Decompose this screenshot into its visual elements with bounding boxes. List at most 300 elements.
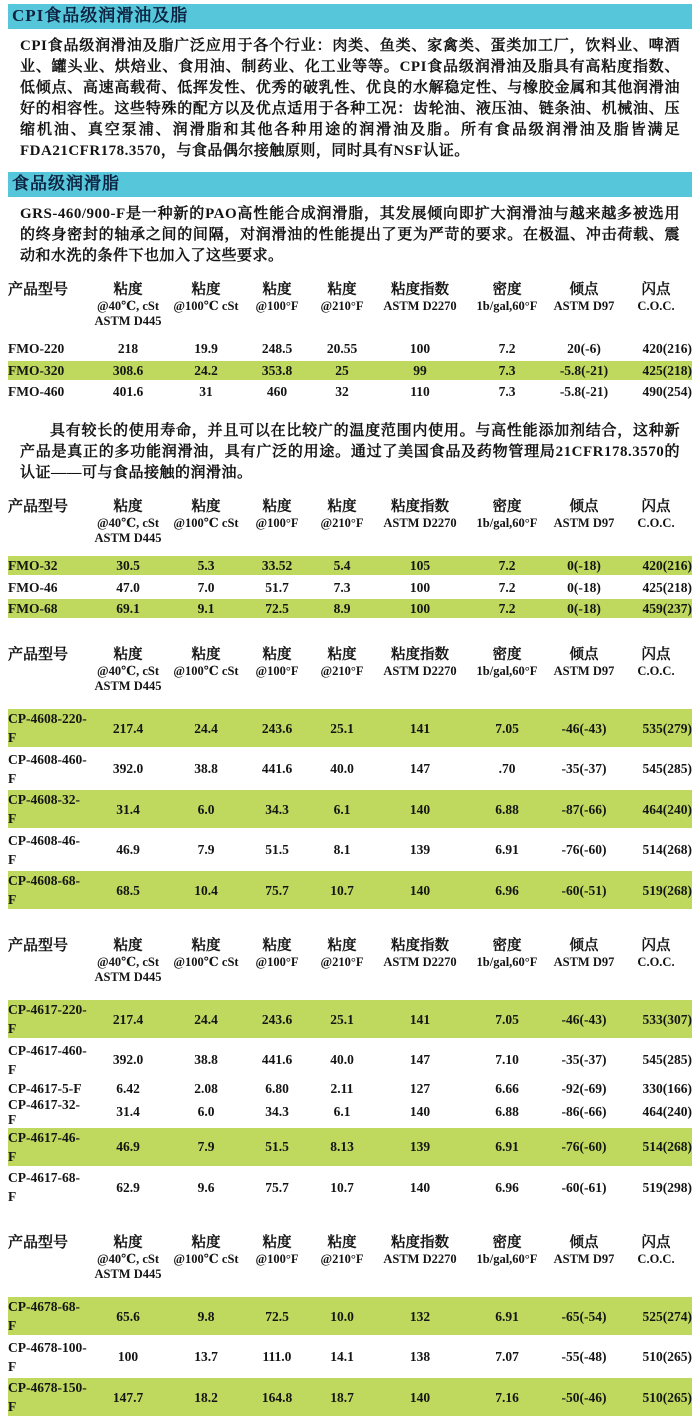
value-cell: 8.1 <box>333 842 351 857</box>
column-header-title: 密度 <box>492 282 522 298</box>
column-header <box>88 937 168 985</box>
table-header-row <box>8 937 692 985</box>
value-cell: 19.9 <box>194 341 218 356</box>
value-cell: -76(-60) <box>561 842 607 857</box>
value-cell: 139 <box>409 842 431 857</box>
column-header <box>466 498 548 531</box>
value-cell: 46.9 <box>116 1139 140 1154</box>
value-cell: 6.1 <box>333 801 351 817</box>
value-cell: 13.7 <box>194 1349 218 1364</box>
value-cell: 0(-18) <box>567 601 601 616</box>
column-header-subtitle: ASTM D445 <box>94 531 162 545</box>
column-header-subtitle: @100℃ cSt <box>173 1252 239 1266</box>
section-title-main: CPI食品级润滑油及脂 <box>12 6 189 25</box>
column-header-subtitle: C.O.C. <box>637 955 675 969</box>
column-header <box>168 281 244 314</box>
value-cell: 10.7 <box>330 882 354 898</box>
table-row <box>8 1297 692 1335</box>
value-cell: 18.2 <box>194 1389 218 1405</box>
value-cell: 6.88 <box>495 1104 519 1120</box>
column-header-title: 粘度 <box>262 1235 292 1251</box>
column-header <box>244 646 310 679</box>
column-header-title: 粘度 <box>262 647 292 663</box>
column-header-title: 粘度 <box>327 499 357 515</box>
section-title-grease: 食品级润滑脂 <box>12 174 120 193</box>
value-cell: -87(-66) <box>561 801 607 817</box>
value-cell: 140 <box>409 882 431 898</box>
value-cell: -50(-46) <box>561 1389 607 1405</box>
value-cell: 425(218) <box>642 579 692 595</box>
value-cell: 7.07 <box>495 1349 519 1364</box>
column-header-title: 倾点 <box>569 282 599 298</box>
column-header <box>374 1234 466 1267</box>
value-cell: 10.0 <box>330 1308 354 1324</box>
column-header-subtitle: ASTM D97 <box>553 299 615 313</box>
value-cell: 72.5 <box>265 601 289 616</box>
value-cell: 5.3 <box>197 558 215 573</box>
header-rows-gap <box>8 329 692 339</box>
value-cell: 420(216) <box>642 558 692 573</box>
value-cell: -92(-69) <box>561 1081 607 1096</box>
value-cell: 105 <box>409 558 431 573</box>
value-cell: 132 <box>409 1308 431 1324</box>
value-cell: 47.0 <box>116 579 140 595</box>
value-cell: 25.1 <box>330 1011 354 1027</box>
spec-table-cp4617 <box>8 937 692 1206</box>
column-header <box>466 281 548 314</box>
product-model: CP-4617-460-F <box>8 1042 87 1077</box>
value-cell: 2.08 <box>194 1081 218 1096</box>
column-header-title: 闪点 <box>641 499 671 515</box>
table-header-row <box>8 1234 692 1282</box>
value-cell: 7.3 <box>498 362 516 378</box>
value-cell: 519(298) <box>642 1179 692 1195</box>
value-cell: 7.2 <box>498 601 516 616</box>
product-model: FMO-46 <box>8 579 58 595</box>
column-header-product: 产品型号 <box>8 938 69 954</box>
column-header-subtitle: ASTM D2270 <box>383 1252 457 1266</box>
column-header <box>244 281 310 314</box>
column-header-subtitle: @100℃ cSt <box>173 664 239 678</box>
column-header <box>466 646 548 679</box>
column-header-subtitle: @40℃, cSt <box>96 664 160 678</box>
column-header <box>88 646 168 694</box>
value-cell: 514(268) <box>642 1139 692 1154</box>
column-header-subtitle: ASTM D97 <box>553 1252 615 1266</box>
table-row <box>8 1081 692 1097</box>
product-model: CP-4678-150-F <box>8 1380 87 1414</box>
value-cell: 464(240) <box>642 1104 692 1120</box>
column-header-product: 产品型号 <box>8 499 69 515</box>
value-cell: 38.8 <box>194 761 218 776</box>
table-row <box>8 361 692 380</box>
table-header-row <box>8 498 692 546</box>
value-cell: 62.9 <box>116 1179 140 1195</box>
value-cell: 459(237) <box>642 601 692 616</box>
column-header <box>310 281 374 314</box>
value-cell: 127 <box>409 1081 431 1096</box>
column-header <box>374 281 466 314</box>
column-header-subtitle: C.O.C. <box>637 664 675 678</box>
value-cell: -86(-66) <box>561 1104 607 1120</box>
column-header-subtitle: C.O.C. <box>637 299 675 313</box>
header-rows-gap <box>8 985 692 1000</box>
column-header-subtitle: ASTM D2270 <box>383 664 457 678</box>
value-cell: 243.6 <box>261 720 293 736</box>
value-cell: 100 <box>409 341 431 356</box>
value-cell: 535(279) <box>642 720 692 736</box>
value-cell: 217.4 <box>112 720 144 736</box>
table-row <box>8 339 692 358</box>
value-cell: 401.6 <box>112 384 144 399</box>
column-header <box>244 937 310 970</box>
value-cell: 25 <box>335 362 349 378</box>
value-cell: -55(-48) <box>561 1349 607 1364</box>
table-row <box>8 871 692 909</box>
column-header <box>168 498 244 531</box>
column-header-subtitle: @210°F <box>320 1252 364 1266</box>
value-cell: 6.91 <box>495 1308 519 1324</box>
value-cell: 545(285) <box>642 761 692 776</box>
value-cell: 147.7 <box>112 1389 144 1405</box>
value-cell: 9.1 <box>197 601 215 616</box>
column-header <box>620 646 692 679</box>
value-cell: 6.1 <box>333 1104 351 1120</box>
column-header <box>374 646 466 679</box>
value-cell: 460 <box>266 384 288 399</box>
column-header <box>466 1234 548 1267</box>
value-cell: 68.5 <box>116 882 140 898</box>
column-header <box>548 646 620 679</box>
value-cell: 51.5 <box>265 1139 289 1154</box>
column-header <box>620 937 692 970</box>
table-row <box>8 790 692 828</box>
column-header-product: 产品型号 <box>8 647 69 663</box>
table-row <box>8 1000 692 1038</box>
column-header-title: 粘度 <box>113 282 143 298</box>
column-header-title: 粘度 <box>262 938 292 954</box>
value-cell: 8.9 <box>333 601 351 616</box>
column-header <box>88 1234 168 1282</box>
value-cell: 31.4 <box>116 1104 140 1120</box>
value-cell: -5.8(-21) <box>559 384 609 399</box>
value-cell: 7.3 <box>333 579 351 595</box>
product-model: CP-4617-46-F <box>8 1129 80 1164</box>
value-cell: 72.5 <box>265 1308 289 1324</box>
column-header-title: 粘度指数 <box>391 499 449 515</box>
column-header-title: 倾点 <box>569 647 599 663</box>
column-header <box>620 281 692 314</box>
value-cell: 6.80 <box>265 1081 289 1096</box>
grease-paragraph: GRS-460/900-F是一种新的PAO高性能合成润滑脂，其发展倾向即扩大润滑油与越来越多被选用的终身密封的轴承之间的间隔，对润滑油的性能提出了更为严苛的要求。在极温、冲击荷载、震动和水洗的条件下也加入了这些要求。 <box>20 206 680 264</box>
value-cell: -46(-43) <box>561 1011 607 1027</box>
column-header <box>244 498 310 531</box>
value-cell: 75.7 <box>265 882 289 898</box>
table-row <box>8 831 692 869</box>
value-cell: 490(254) <box>642 384 692 399</box>
column-header-subtitle: @40℃, cSt <box>96 299 160 313</box>
column-header-title: 粘度 <box>262 499 292 515</box>
table-row <box>8 556 692 575</box>
spec-table-cp4678 <box>8 1234 692 1416</box>
product-model: CP-4608-68-F <box>8 873 80 907</box>
header-rows-gap <box>8 546 692 556</box>
value-cell: 6.91 <box>495 1139 519 1154</box>
column-header-subtitle: C.O.C. <box>637 1252 675 1266</box>
value-cell: 32 <box>335 384 349 399</box>
column-header-title: 粘度 <box>113 938 143 954</box>
value-cell: 510(265) <box>642 1389 692 1405</box>
value-cell: 140 <box>409 801 431 817</box>
column-header-subtitle: ASTM D2270 <box>383 955 457 969</box>
value-cell: 545(285) <box>642 1052 692 1067</box>
value-cell: 164.8 <box>261 1389 293 1405</box>
column-header <box>88 281 168 329</box>
product-model: CP-4608-32-F <box>8 792 80 826</box>
column-header-subtitle: @100°F <box>255 1252 299 1266</box>
value-cell: 464(240) <box>642 801 692 817</box>
value-cell: 6.96 <box>495 882 519 898</box>
column-header-title: 闪点 <box>641 938 671 954</box>
value-cell: 392.0 <box>112 761 144 776</box>
product-model: FMO-68 <box>8 601 58 616</box>
column-header <box>168 1234 244 1267</box>
value-cell: 6.42 <box>116 1081 140 1096</box>
table-header-row <box>8 281 692 329</box>
value-cell: -60(-51) <box>561 882 607 898</box>
value-cell: 308.6 <box>112 362 144 378</box>
column-header-title: 粘度 <box>113 1235 143 1251</box>
column-header-subtitle: ASTM D445 <box>94 314 162 328</box>
column-header-subtitle: @210°F <box>320 516 364 530</box>
value-cell: 218 <box>117 341 139 356</box>
value-cell: 6.66 <box>495 1081 519 1096</box>
column-header <box>548 281 620 314</box>
column-header-title: 闪点 <box>641 282 671 298</box>
spec-table-cp4608 <box>8 646 692 909</box>
table-row <box>8 750 692 788</box>
product-model: CP-4608-460-F <box>8 751 87 786</box>
value-cell: 33.52 <box>261 558 293 573</box>
value-cell: 24.4 <box>194 720 218 736</box>
column-header-subtitle: 1b/gal,60°F <box>476 299 538 313</box>
value-cell: 38.8 <box>194 1052 218 1067</box>
value-cell: 25.1 <box>330 720 354 736</box>
value-cell: 111.0 <box>262 1349 292 1364</box>
value-cell: 0(-18) <box>567 579 601 595</box>
column-header-title: 密度 <box>492 938 522 954</box>
column-header-product: 产品型号 <box>8 282 69 298</box>
value-cell: 46.9 <box>116 842 140 857</box>
spec-table-fmo-heavy <box>8 281 692 401</box>
value-cell: 40.0 <box>330 761 354 776</box>
column-header <box>168 646 244 679</box>
column-header-subtitle: ASTM D445 <box>94 970 162 984</box>
value-cell: 140 <box>409 1389 431 1405</box>
column-header <box>374 937 466 970</box>
value-cell: 6.91 <box>495 842 519 857</box>
value-cell: 7.2 <box>498 579 516 595</box>
table-row <box>8 709 692 747</box>
value-cell: 110 <box>410 384 430 399</box>
product-model: CP-4617-68-F <box>8 1170 80 1204</box>
value-cell: 40.0 <box>330 1052 354 1067</box>
value-cell: 51.7 <box>265 579 289 595</box>
product-model: FMO-320 <box>8 362 65 378</box>
value-cell: 7.10 <box>495 1052 519 1067</box>
product-model: FMO-220 <box>8 341 65 356</box>
value-cell: 6.0 <box>197 1104 215 1120</box>
value-cell: 7.0 <box>197 579 215 595</box>
header-rows-gap <box>8 1282 692 1297</box>
value-cell: 140 <box>409 1179 431 1195</box>
value-cell: 140 <box>409 1104 431 1120</box>
column-header <box>548 498 620 531</box>
table-row <box>8 1338 692 1376</box>
column-header-title: 倾点 <box>569 499 599 515</box>
value-cell: -35(-37) <box>561 1052 607 1067</box>
column-header-subtitle: ASTM D445 <box>94 1267 162 1281</box>
table-row <box>8 1097 692 1128</box>
column-header-title: 闪点 <box>641 647 671 663</box>
column-header-title: 倾点 <box>569 938 599 954</box>
product-model: CP-4678-100-F <box>8 1339 87 1374</box>
value-cell: 147 <box>409 1052 431 1067</box>
column-header <box>620 498 692 531</box>
value-cell: 75.7 <box>265 1179 289 1195</box>
value-cell: 24.4 <box>194 1011 218 1027</box>
table-header-row <box>8 646 692 694</box>
value-cell: 2.11 <box>330 1081 354 1096</box>
value-cell: 51.5 <box>265 842 289 857</box>
table-row <box>8 578 692 597</box>
value-cell: 525(274) <box>642 1308 692 1324</box>
value-cell: 99 <box>413 362 427 378</box>
product-model: CP-4617-32-F <box>8 1096 80 1127</box>
column-header-title: 粘度 <box>113 499 143 515</box>
column-header <box>466 937 548 970</box>
value-cell: 24.2 <box>194 362 218 378</box>
value-cell: 7.16 <box>495 1389 519 1405</box>
column-header <box>310 646 374 679</box>
column-header-title: 闪点 <box>641 1235 671 1251</box>
column-header-title: 粘度指数 <box>391 647 449 663</box>
value-cell: 34.3 <box>265 801 289 817</box>
column-header-subtitle: @100°F <box>255 664 299 678</box>
value-cell: 100 <box>409 579 431 595</box>
value-cell: 9.6 <box>197 1179 215 1195</box>
value-cell: 6.96 <box>495 1179 519 1195</box>
product-model: CP-4608-46-F <box>8 832 80 867</box>
value-cell: 34.3 <box>265 1104 289 1120</box>
value-cell: 7.9 <box>197 1139 215 1154</box>
column-header-title: 粘度指数 <box>391 1235 449 1251</box>
value-cell: -5.8(-21) <box>559 362 609 378</box>
column-header-subtitle: ASTM D97 <box>553 516 615 530</box>
value-cell: 514(268) <box>642 842 692 857</box>
value-cell: -35(-37) <box>561 761 607 776</box>
value-cell: 6.0 <box>197 801 215 817</box>
value-cell: 10.4 <box>194 882 218 898</box>
value-cell: 510(265) <box>642 1349 692 1364</box>
column-header-subtitle: ASTM D97 <box>553 955 615 969</box>
column-header-title: 粘度 <box>191 499 221 515</box>
column-header-title: 粘度 <box>327 647 357 663</box>
table-row <box>8 1378 692 1416</box>
table-row <box>8 1041 692 1079</box>
value-cell: 69.1 <box>116 601 140 616</box>
column-header-subtitle: @100°F <box>255 955 299 969</box>
value-cell: 420(216) <box>642 341 692 356</box>
table-row <box>8 599 692 618</box>
product-model: FMO-460 <box>8 384 65 399</box>
column-header-title: 粘度 <box>191 938 221 954</box>
spec-table-fmo-light <box>8 498 692 618</box>
value-cell: 0(-18) <box>567 558 601 573</box>
value-cell: 31 <box>199 384 213 399</box>
column-header-title: 粘度指数 <box>391 282 449 298</box>
value-cell: 441.6 <box>261 761 293 776</box>
value-cell: 20(-6) <box>567 341 601 356</box>
column-header-title: 粘度 <box>327 938 357 954</box>
value-cell: 533(307) <box>642 1011 692 1027</box>
column-header-subtitle: 1b/gal,60°F <box>476 1252 538 1266</box>
column-header-subtitle: @40℃, cSt <box>96 955 160 969</box>
value-cell: 7.05 <box>495 1011 519 1027</box>
value-cell: 65.6 <box>116 1308 140 1324</box>
value-cell: 141 <box>409 1011 431 1027</box>
column-header-title: 粘度 <box>327 1235 357 1251</box>
table-row <box>8 1128 692 1166</box>
column-header <box>310 937 374 970</box>
value-cell: 8.13 <box>330 1139 354 1154</box>
table-row <box>8 1168 692 1206</box>
column-header-title: 粘度 <box>191 647 221 663</box>
section-title-bar-main <box>8 4 692 29</box>
value-cell: 248.5 <box>261 341 293 356</box>
value-cell: 6.88 <box>495 801 519 817</box>
column-header-title: 粘度 <box>327 282 357 298</box>
value-cell: 243.6 <box>261 1011 293 1027</box>
column-header-subtitle: 1b/gal,60°F <box>476 664 538 678</box>
product-model: CP-4608-220-F <box>8 711 87 745</box>
column-header-title: 密度 <box>492 499 522 515</box>
column-header-title: 粘度 <box>262 282 292 298</box>
column-header-title: 密度 <box>492 647 522 663</box>
column-header-subtitle: @210°F <box>320 664 364 678</box>
column-header <box>374 498 466 531</box>
column-header-subtitle: @100℃ cSt <box>173 299 239 313</box>
mid-paragraph: 具有较长的使用寿命，并且可以在比较广的温度范围内使用。与高性能添加剂结合，这种新产品是真正的多功能润滑油，具有广泛的用途。通过了美国食品及药物管理局21CFR178.3570的认证——可与食品接触的润滑油。 <box>20 423 680 481</box>
value-cell: 353.8 <box>261 362 293 378</box>
column-header-subtitle: @210°F <box>320 299 364 313</box>
value-cell: 7.9 <box>197 842 215 857</box>
value-cell: 217.4 <box>112 1011 144 1027</box>
column-header-subtitle: @100°F <box>255 299 299 313</box>
value-cell: 141 <box>409 720 431 736</box>
column-header-subtitle: @40℃, cSt <box>96 516 160 530</box>
value-cell: -46(-43) <box>561 720 607 736</box>
value-cell: 138 <box>409 1349 431 1364</box>
column-header <box>548 937 620 970</box>
column-header-subtitle: C.O.C. <box>637 516 675 530</box>
column-header-subtitle: @100°F <box>255 516 299 530</box>
column-header-title: 密度 <box>492 1235 522 1251</box>
value-cell: 30.5 <box>116 558 140 573</box>
column-header-title: 粘度 <box>191 1235 221 1251</box>
column-header <box>88 498 168 546</box>
column-header-subtitle: @100℃ cSt <box>173 516 239 530</box>
